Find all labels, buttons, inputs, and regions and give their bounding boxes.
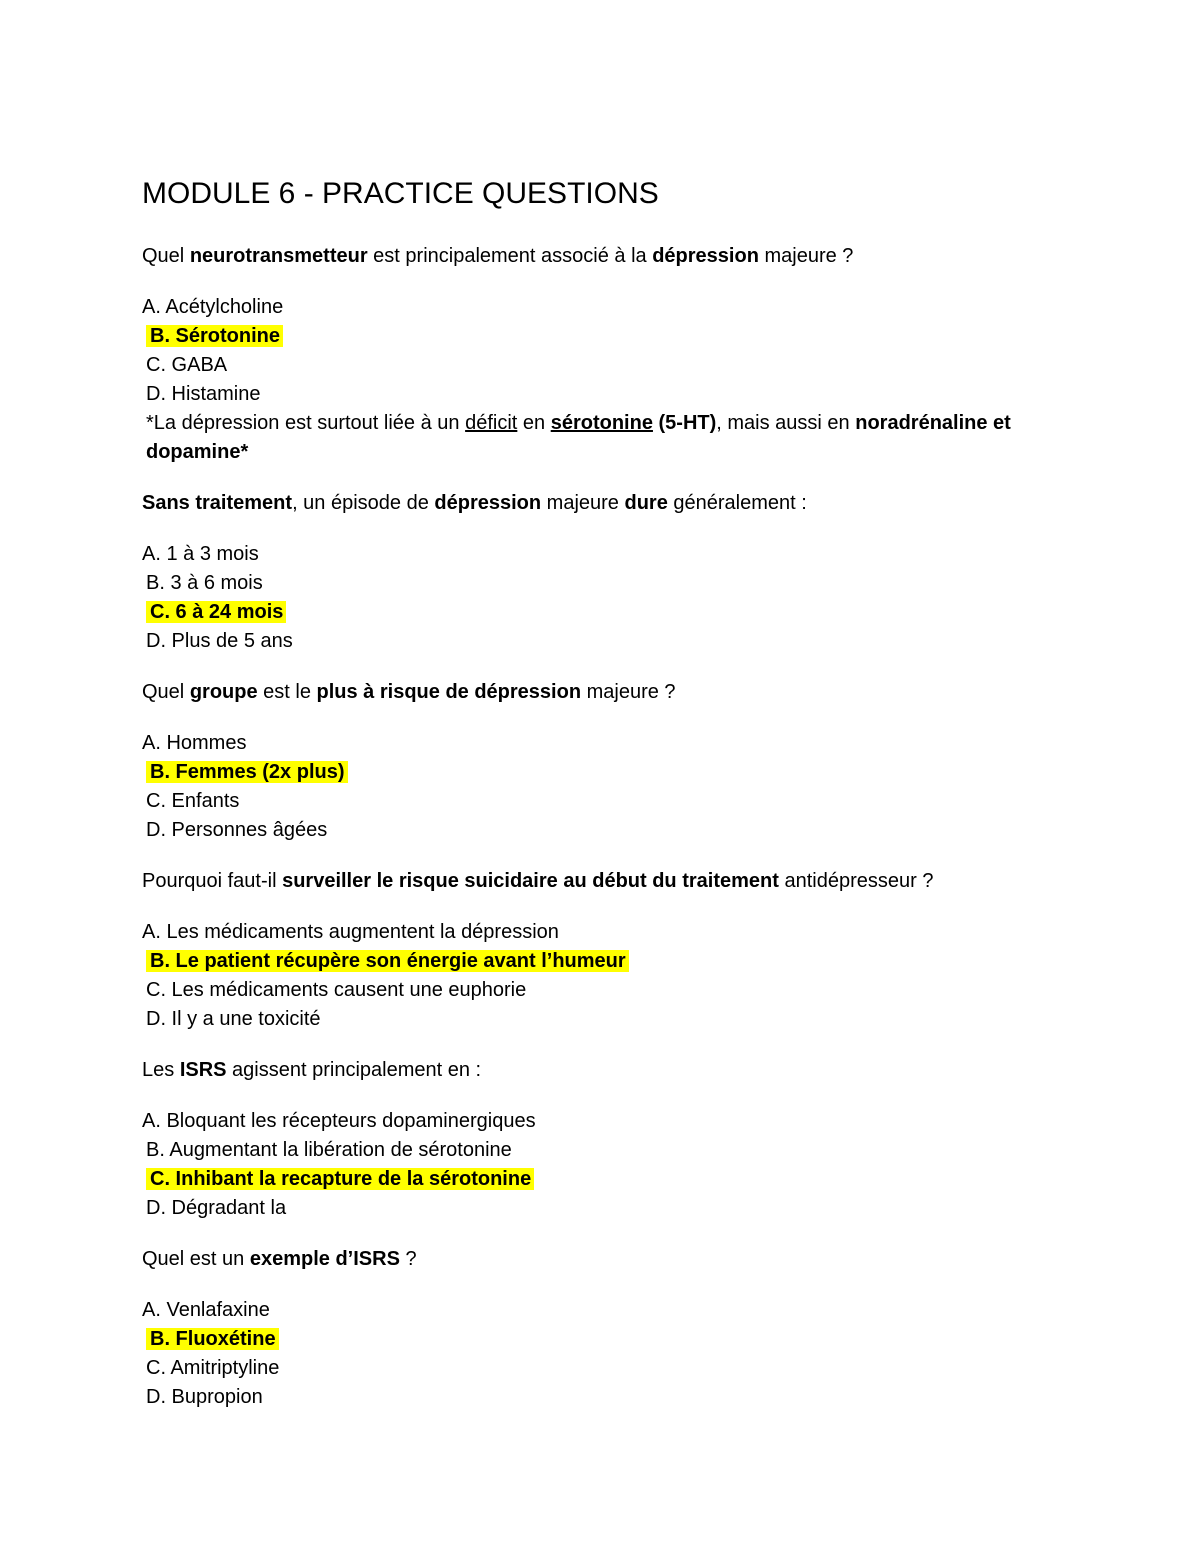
question-6: Quel est un exemple d’ISRS ? — [142, 1248, 417, 1270]
document-page — [142, 172, 1082, 1412]
page-title: MODULE 6 - PRACTICE QUESTIONS — [142, 177, 659, 210]
option-2c-answer: C. 6 à 24 mois — [142, 598, 1082, 627]
question-2: Sans traitement, un épisode de dépression majeure dure généralement : — [142, 492, 807, 514]
options-2 — [142, 540, 1082, 656]
option-6c: C. Amitriptyline — [146, 1357, 280, 1379]
option-3b-answer: B. Femmes (2x plus) — [142, 758, 1082, 787]
option-2d: D. Plus de 5 ans — [146, 630, 293, 652]
option-5a: A. Bloquant les récepteurs dopaminergiques — [142, 1110, 536, 1132]
option-4d: D. Il y a une toxicité — [146, 1008, 321, 1030]
option-5b: B. Augmentant la libération de sérotonine — [146, 1139, 512, 1161]
option-1c: C. GABA — [146, 354, 228, 376]
option-3d: D. Personnes âgées — [146, 819, 328, 841]
option-6a: A. Venlafaxine — [142, 1299, 270, 1321]
options-1 — [142, 293, 1082, 467]
explanation-1: *La dépression est surtout liée à un déficit en sérotonine (5-HT), mais aussi en noradrénaline et dopamine* — [146, 412, 1011, 463]
options-4 — [142, 918, 1082, 1034]
option-3a: A. Hommes — [142, 732, 247, 754]
question-5: Les ISRS agissent principalement en : — [142, 1059, 482, 1081]
option-1b-answer: B. Sérotonine — [142, 322, 1082, 351]
option-1a: A. Acétylcholine — [142, 296, 284, 318]
option-2b: B. 3 à 6 mois — [146, 572, 263, 594]
option-2a: A. 1 à 3 mois — [142, 543, 259, 565]
options-3 — [142, 729, 1082, 845]
option-4a: A. Les médicaments augmentent la dépression — [142, 921, 559, 943]
option-6d: D. Bupropion — [146, 1386, 263, 1408]
option-6b-answer: B. Fluoxétine — [142, 1325, 1082, 1354]
question-3: Quel groupe est le plus à risque de dépression majeure ? — [142, 681, 676, 703]
option-3c: C. Enfants — [146, 790, 240, 812]
option-4c: C. Les médicaments causent une euphorie — [146, 979, 527, 1001]
option-5c-answer: C. Inhibant la recapture de la sérotonine — [142, 1165, 1082, 1194]
option-1d: D. Histamine — [146, 383, 261, 405]
option-5d: D. Dégradant la — [146, 1197, 287, 1219]
question-1: Quel neurotransmetteur est principalement associé à la dépression majeure ? — [142, 245, 854, 267]
option-4b-answer: B. Le patient récupère son énergie avant l’humeur — [142, 947, 1082, 976]
options-6 — [142, 1296, 1082, 1412]
options-5 — [142, 1107, 1082, 1223]
question-4: Pourquoi faut-il surveiller le risque suicidaire au début du traitement antidépresseur ? — [142, 870, 934, 892]
